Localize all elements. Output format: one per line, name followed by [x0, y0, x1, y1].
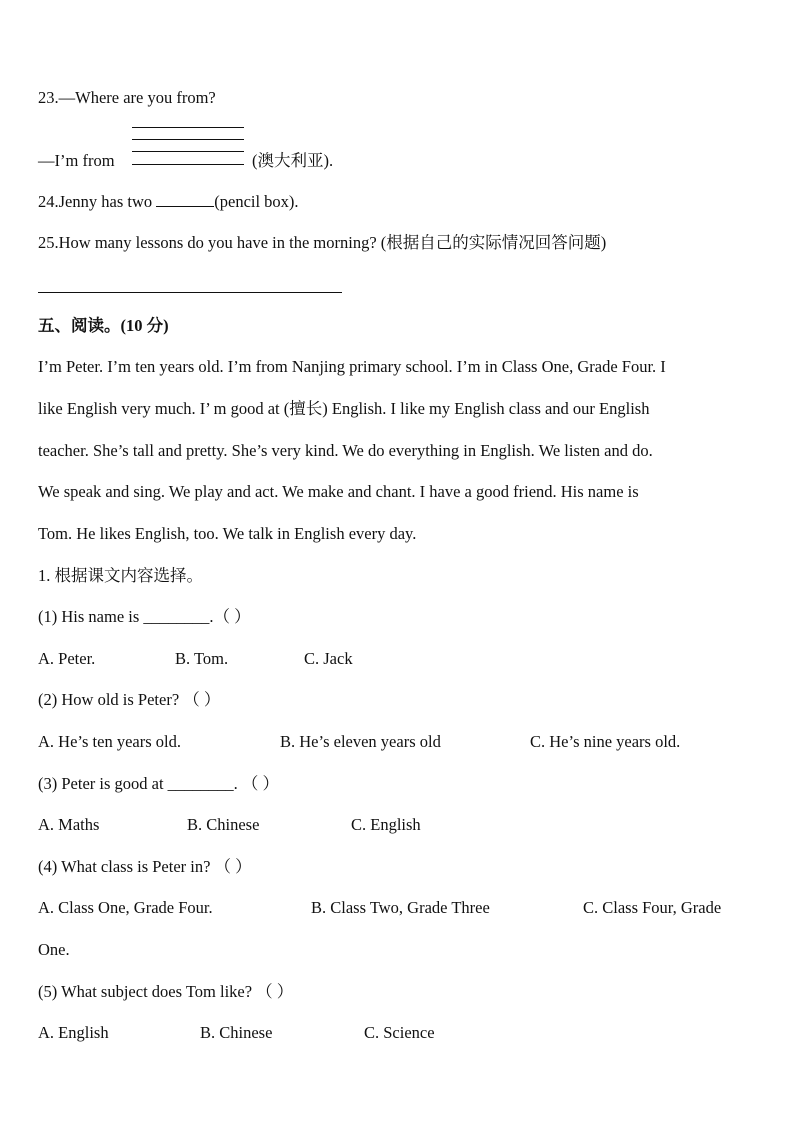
passage-line: Tom. He likes English, too. We talk in English every day.: [38, 524, 417, 543]
q23-line-2: [132, 139, 244, 140]
q23-answer-blank[interactable]: [132, 164, 244, 165]
option-b[interactable]: B. Chinese: [200, 1023, 273, 1042]
option-a[interactable]: A. He’s ten years old.: [38, 732, 181, 751]
section-title: 五、阅读。(10 分): [38, 316, 169, 335]
option-b[interactable]: B. Tom.: [175, 649, 229, 668]
passage-line: I’m Peter. I’m ten years old. I’m from Nanjing primary school. I’m in Class One, Grade Four. I: [38, 357, 666, 376]
q24-line: [38, 192, 299, 212]
question-stem: (2) How old is Peter? （ ）: [38, 690, 221, 709]
q23-answer-suffix: (澳大利亚).: [252, 151, 334, 170]
option-b[interactable]: B. Class Two, Grade Three: [311, 898, 490, 917]
option-c-continuation: One.: [38, 940, 70, 959]
passage-line: teacher. She’s tall and pretty. She’s very kind. We do everything in English. We listen and do.: [38, 441, 653, 460]
option-a[interactable]: A. Class One, Grade Four.: [38, 898, 213, 917]
question-stem: (1) His name is ________.（ ）: [38, 607, 251, 626]
option-c[interactable]: C. Class Four, Grade: [583, 898, 722, 917]
q23-line-3: [132, 151, 244, 152]
q25-answer-line[interactable]: [38, 292, 342, 293]
q23-answer-prefix: —I’m from: [38, 151, 115, 170]
passage-line: We speak and sing. We play and act. We make and chant. I have a good friend. His name is: [38, 482, 639, 501]
q23-question: 23.—Where are you from?: [38, 88, 216, 107]
q24-answer-blank[interactable]: [156, 192, 214, 207]
question-stem: (5) What subject does Tom like? （ ）: [38, 982, 294, 1001]
option-c[interactable]: C. Science: [364, 1023, 435, 1042]
q25-question: 25.How many lessons do you have in the morning? (根据自己的实际情况回答问题): [38, 233, 607, 252]
task-title: 1. 根据课文内容选择。: [38, 566, 203, 585]
option-a[interactable]: A. English: [38, 1023, 109, 1042]
q23-line-1: [132, 127, 244, 128]
q24-suffix: (pencil box).: [214, 192, 299, 211]
passage-line: like English very much. I’ m good at (擅长) English. I like my English class and our English: [38, 399, 650, 418]
option-c[interactable]: C. Jack: [304, 649, 353, 668]
option-a[interactable]: A. Maths: [38, 815, 100, 834]
option-b[interactable]: B. He’s eleven years old: [280, 732, 441, 751]
question-stem: (4) What class is Peter in? （ ）: [38, 857, 252, 876]
q24-prefix: 24.Jenny has two: [38, 192, 153, 211]
option-a[interactable]: A. Peter.: [38, 649, 96, 668]
option-c[interactable]: C. English: [351, 815, 421, 834]
option-b[interactable]: B. Chinese: [187, 815, 260, 834]
option-c[interactable]: C. He’s nine years old.: [530, 732, 681, 751]
question-stem: (3) Peter is good at ________. （ ）: [38, 774, 280, 793]
